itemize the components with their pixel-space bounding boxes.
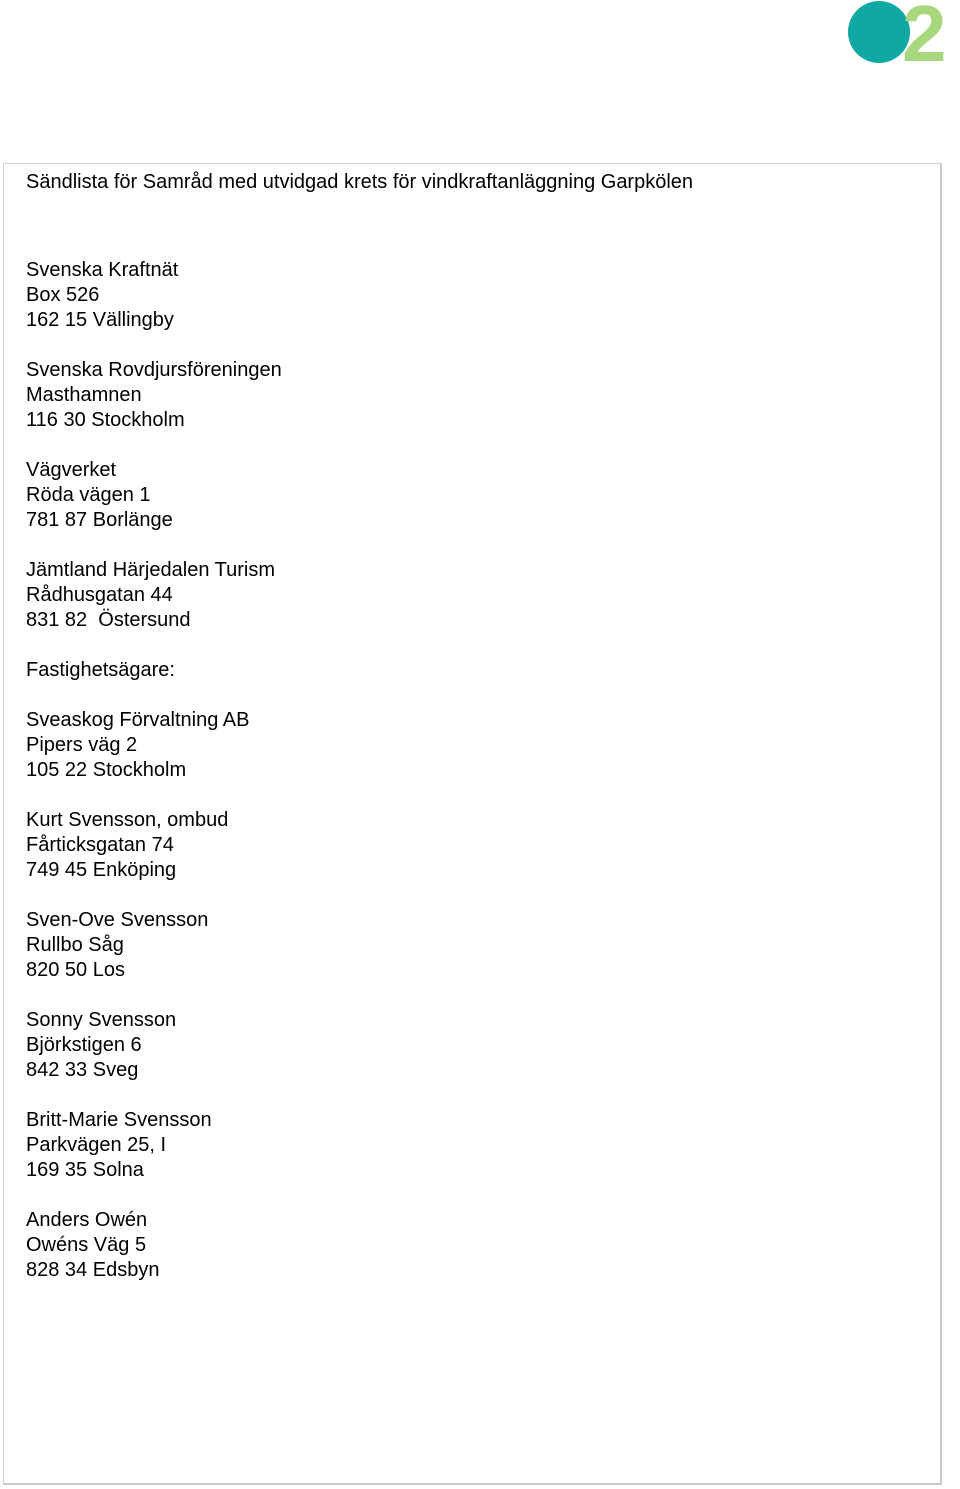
document-title: Sändlista för Samråd med utvidgad krets för vindkraftanläggning Garpkölen [26,171,694,193]
address-list [26,258,926,1283]
section-label-property-owners: Fastighetsägare: [26,659,175,681]
postal-city: 831 82 Östersund [26,609,191,631]
street-address: Box 526 [26,284,100,306]
postal-city: 116 30 Stockholm [26,409,185,431]
postal-city: 781 87 Borlänge [26,509,173,531]
street-address: Owéns Väg 5 [26,1234,147,1256]
street-address: Parkvägen 25, I [26,1134,167,1156]
company-logo [846,0,960,66]
recipient-name: Sonny Svensson [26,1009,177,1031]
recipient-name: Kurt Svensson, ombud [26,809,229,831]
postal-city: 169 35 Solna [26,1159,144,1181]
recipient-name: Britt-Marie Svensson [26,1109,212,1131]
recipient-name: Jämtland Härjedalen Turism [26,559,275,581]
address-entry [26,1008,926,1083]
address-entry [26,808,926,883]
street-address: Fårticksgatan 74 [26,834,174,856]
address-entry [26,358,926,433]
postal-city: 820 50 Los [26,959,125,981]
address-entry [26,908,926,983]
postal-city: 749 45 Enköping [26,859,177,881]
street-address: Masthamnen [26,384,142,406]
street-address: Björkstigen 6 [26,1034,142,1056]
address-entry [26,558,926,633]
recipient-name: Svenska Rovdjursföreningen [26,359,282,381]
document-content [26,170,926,1308]
street-address: Röda vägen 1 [26,484,151,506]
postal-city: 162 15 Vällingby [26,309,174,331]
logo-numeral: 2 [902,0,947,66]
street-address: Pipers väg 2 [26,734,138,756]
logo-circle [848,1,910,63]
recipient-name: Vägverket [26,459,117,481]
address-entry [26,1108,926,1183]
recipient-name: Sven-Ove Svensson [26,909,209,931]
recipient-name: Svenska Kraftnät [26,259,179,281]
street-address: Rullbo Såg [26,934,124,956]
street-address: Rådhusgatan 44 [26,584,173,606]
logo-graphic [846,0,960,66]
recipient-name: Sveaskog Förvaltning AB [26,709,250,731]
recipient-name: Anders Owén [26,1209,148,1231]
address-entry [26,1208,926,1283]
postal-city: 842 33 Sveg [26,1059,139,1081]
address-entry [26,708,926,783]
address-entry [26,458,926,533]
address-entry [26,258,926,333]
postal-city: 828 34 Edsbyn [26,1259,160,1281]
postal-city: 105 22 Stockholm [26,759,187,781]
